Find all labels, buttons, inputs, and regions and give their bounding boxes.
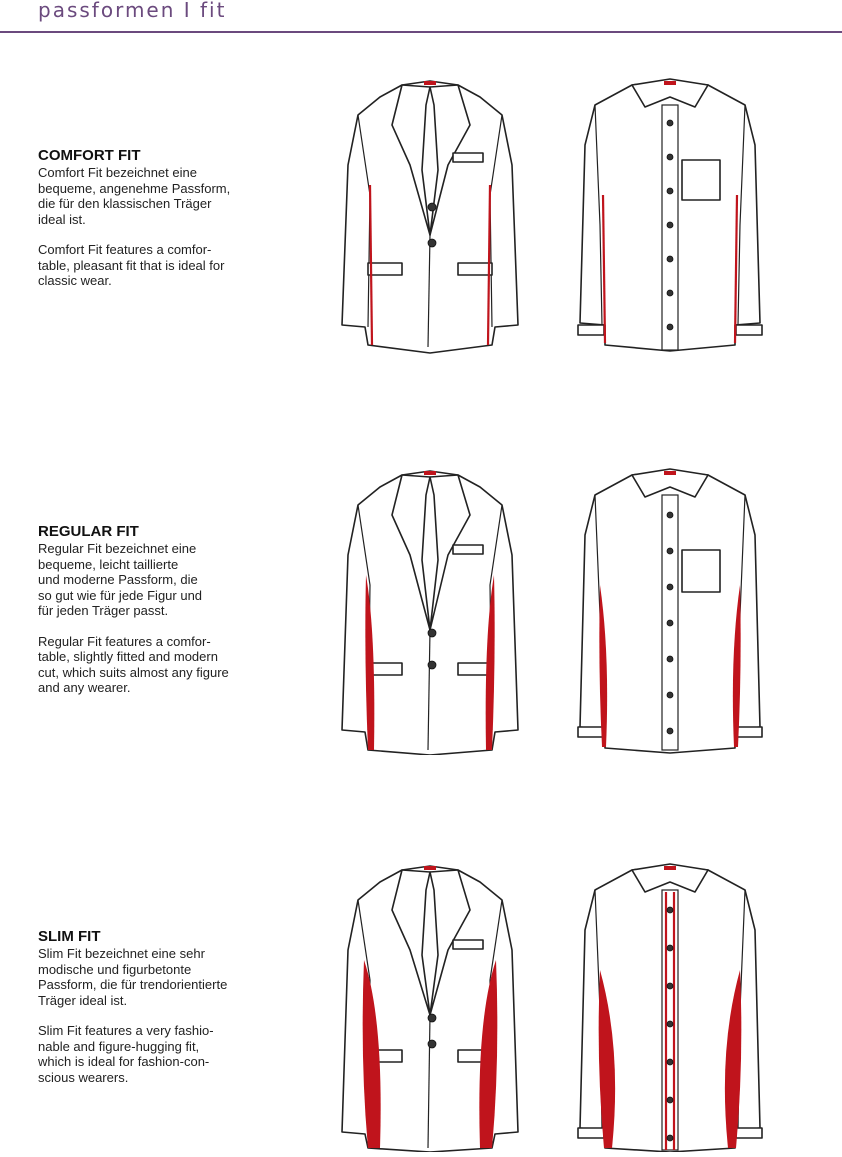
section-text-de: Slim Fit bezeichnet eine sehr modische und figurbetonte Passform, die für trendorientierte Träger ideal ist. (38, 946, 228, 1008)
page-title: passformen I fit (38, 0, 227, 22)
section-regular-fit (0, 465, 842, 765)
section-title: SLIM FIT (38, 928, 101, 945)
section-text (38, 147, 288, 289)
section-text-en: Comfort Fit features a comfor- table, pleasant fit that is ideal for classic wear. (38, 242, 225, 288)
jacket-illustration-comfort (330, 75, 530, 360)
section-text-de: Comfort Fit bezeichnet eine bequeme, angenehme Passform, die für den klassischen Träger ideal ist. (38, 165, 231, 227)
section-text-en: Regular Fit features a comfor- table, slightly fitted and modern cut, which suits almost any figure and any wearer. (38, 633, 229, 695)
shirt-illustration-comfort (570, 75, 770, 360)
section-text (38, 523, 288, 696)
section-title: REGULAR FIT (38, 523, 139, 540)
section-text (38, 928, 288, 1085)
section-title: COMFORT FIT (38, 147, 141, 164)
section-slim-fit (0, 860, 842, 1157)
page-header (0, 0, 842, 33)
shirt-illustration-slim (570, 860, 770, 1152)
jacket-illustration-regular (330, 465, 530, 755)
section-text-de: Regular Fit bezeichnet eine bequeme, leicht taillierte und moderne Passform, die so gut wie für jede Figur und für jeden Träger passt. (38, 541, 203, 618)
section-comfort-fit (0, 75, 842, 375)
shirt-illustration-regular (570, 465, 770, 755)
section-text-en: Slim Fit features a very fashio- nable and figure-hugging fit, which is ideal for fashion-con- scious wearers. (38, 1023, 214, 1085)
jacket-illustration-slim (330, 860, 530, 1152)
